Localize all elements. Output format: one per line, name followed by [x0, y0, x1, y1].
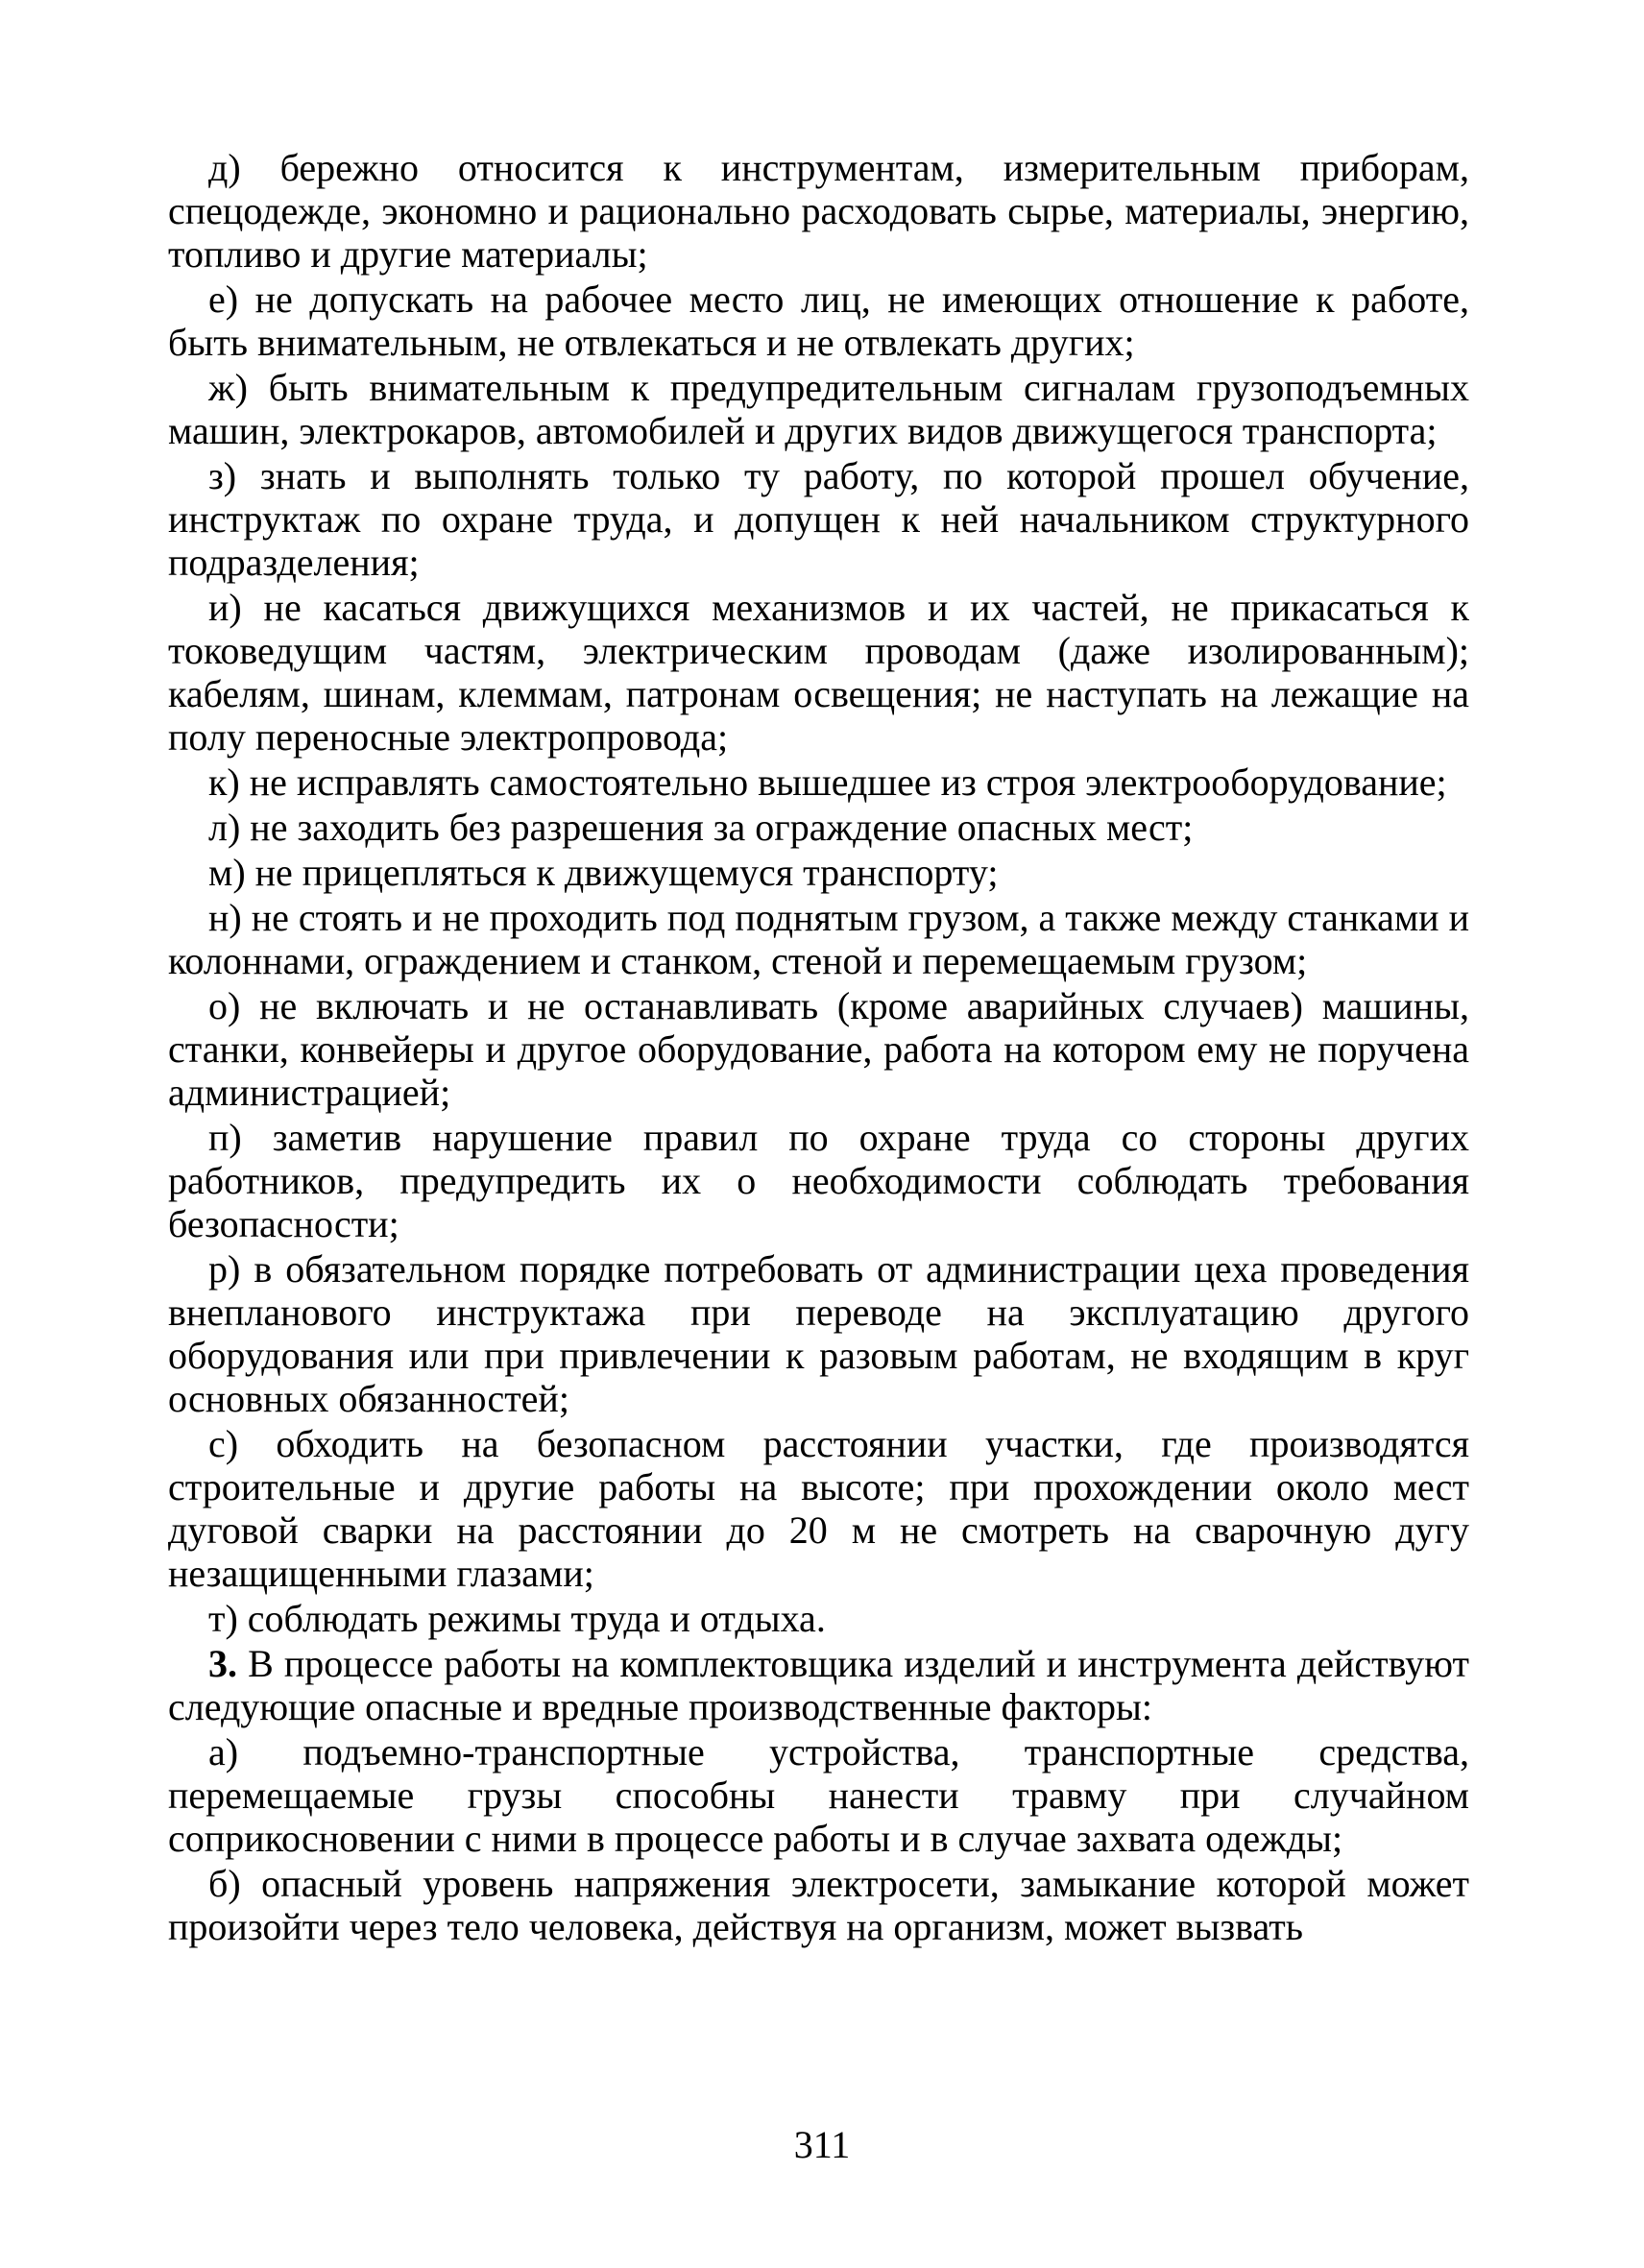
section-3-text: В процессе работы на комплектовщика изделий и инструмента действуют следующие опасные и вредные производственные факторы:	[168, 1642, 1469, 1728]
list-item-o: о) не включать и не останавливать (кроме аварийных случаев) машины, станки, конвейеры и другое оборудование, работа на котором ему не поручена администрацией;	[168, 984, 1469, 1114]
section-3-number: 3.	[208, 1642, 237, 1685]
list-item-z: з) знать и выполнять только ту работу, по которой прошел обучение, инструктаж по охране труда, и допущен к ней начальником структурного подразделения;	[168, 454, 1469, 584]
list-item-zh: ж) быть внимательным к предупредительным сигналам грузоподъемных машин, электрокаров, автомобилей и других видов движущегося транспорта;	[168, 366, 1469, 452]
section-3-paragraph	[168, 1642, 1469, 1728]
list-item-m: м) не прицепляться к движущемуся транспорту;	[208, 851, 999, 894]
list-item-a: а) подъемно-транспортные устройства, транспортные средства, перемещаемые грузы способны нанести травму при случайном соприкосновении с ними в процессе работы и в случае захвата одежды;	[168, 1730, 1469, 1860]
list-item-k: к) не исправлять самостоятельно вышедшее из строя электрооборудование;	[208, 760, 1447, 804]
list-item-s: с) обходить на безопасном расстоянии участки, где производятся строительные и другие работы на высоте; при прохождении около мест дуговой сварки на расстоянии до 20 м не смотреть на сварочную дугу незащищенными глазами;	[168, 1422, 1469, 1595]
page-body	[168, 144, 1469, 1949]
list-item-t: т) соблюдать режимы труда и отдыха.	[208, 1597, 826, 1640]
list-item-e: е) не допускать на рабочее место лиц, не имеющих отношение к работе, быть внимательным, не отвлекаться и не отвлекать других;	[168, 277, 1469, 364]
list-item-n: н) не стоять и не проходить под поднятым грузом, а также между станками и колоннами, ограждением и станком, стеной и перемещаемым грузом;	[168, 896, 1469, 982]
list-item-b: б) опасный уровень напряжения электросети, замыкание которой может произойти через тело человека, действуя на организм, может вызвать	[168, 1862, 1469, 1948]
list-item-l: л) не заходить без разрешения за ограждение опасных мест;	[208, 806, 1194, 849]
list-item-p: п) заметив нарушение правил по охране труда со стороны других работников, предупредить их о необходимости соблюдать требования безопасности;	[168, 1116, 1469, 1245]
list-item-i: и) не касаться движущихся механизмов и их частей, не прикасаться к токоведущим частям, электрическим проводам (даже изолированным); кабелям, шинам, клеммам, патронам освещения; не наступать на лежащие на полу переносные электропровода;	[168, 586, 1469, 759]
list-item-r: р) в обязательном порядке потребовать от администрации цеха проведения внепланового инструктажа при переводе на эксплуатацию другого оборудования или при привлечении к разовым работам, не входящим в круг основных обязанностей;	[168, 1247, 1469, 1420]
list-item-d: д) бережно относится к инструментам, измерительным приборам, спецодежде, экономно и рационально расходовать сырье, материалы, энергию, топливо и другие материалы;	[168, 146, 1469, 276]
page-number: 311	[793, 2123, 851, 2166]
